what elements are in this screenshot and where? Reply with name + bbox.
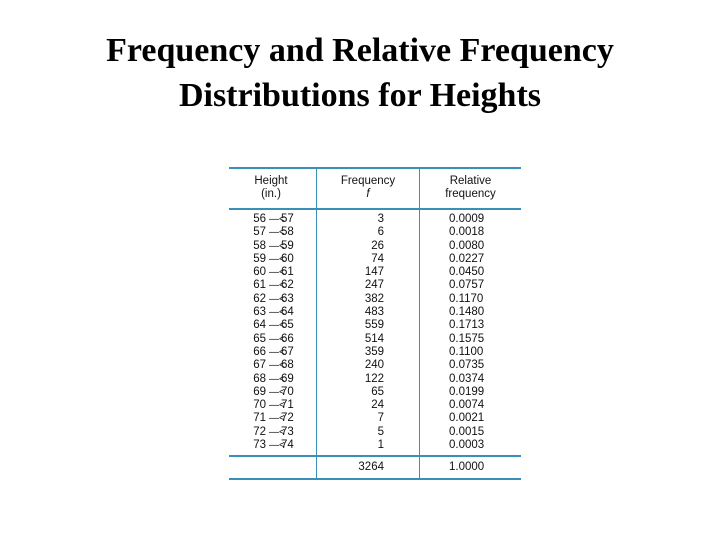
height-upper: 71: [281, 399, 294, 412]
relative-frequency-value: 0.0735: [449, 359, 485, 372]
relative-frequency-value: 0.0009: [449, 213, 485, 225]
title-line-1: Frequency and Relative Frequency: [106, 32, 614, 69]
height-upper: 74: [281, 439, 294, 452]
header-relative-frequency: [420, 175, 521, 201]
height-lower: 61: [253, 279, 266, 292]
height-upper: 70: [281, 385, 294, 398]
table-bottom-rule: [229, 478, 521, 480]
table-row: [229, 399, 521, 412]
height-upper: 68: [281, 359, 294, 372]
relative-frequency-value: 0.0757: [449, 279, 485, 292]
interval-symbol: —<: [269, 267, 285, 279]
total-relative-frequency: 1.0000: [449, 461, 485, 473]
interval-symbol: —<: [269, 440, 285, 452]
table-row: [229, 306, 521, 319]
interval-symbol: —<: [269, 227, 285, 239]
height-lower: 63: [253, 306, 266, 319]
relative-frequency-value: 0.0074: [449, 399, 485, 412]
relative-frequency-value: 0.0021: [449, 412, 485, 425]
frequency-value: 147: [364, 266, 384, 279]
table-row: [229, 333, 521, 346]
frequency-value: 3: [377, 213, 384, 225]
frequency-value: 240: [364, 359, 384, 372]
header-height: [239, 175, 303, 201]
height-lower: 71: [253, 412, 266, 425]
interval-symbol: —<: [269, 360, 285, 372]
frequency-value: 7: [377, 412, 384, 425]
table-row: [229, 319, 521, 332]
relative-frequency-value: 0.1100: [449, 345, 484, 358]
frequency-value: 6: [377, 226, 384, 239]
table-row: [229, 412, 521, 425]
relative-frequency-value: 0.0080: [449, 239, 485, 252]
table-row: [229, 386, 521, 399]
height-upper: 73: [281, 425, 294, 438]
height-upper: 61: [281, 266, 294, 279]
frequency-value: 247: [364, 279, 384, 292]
frequency-value: 1: [377, 439, 384, 452]
height-lower: 57: [253, 226, 266, 239]
height-lower: 73: [253, 439, 266, 452]
height-lower: 72: [253, 425, 266, 438]
interval-symbol: —<: [269, 307, 285, 319]
frequency-table: [229, 167, 521, 481]
total-frequency: 3264: [358, 461, 384, 473]
interval-symbol: —<: [269, 240, 285, 252]
relative-frequency-value: 0.0003: [449, 439, 485, 452]
slide-title: [0, 28, 720, 118]
interval-symbol: —<: [269, 253, 285, 265]
table-header-rule: [229, 208, 521, 210]
interval-symbol: —<: [269, 280, 285, 292]
interval-symbol: —<: [269, 214, 285, 225]
header-height-unit: (in.): [261, 188, 281, 200]
header-frequency-label: Frequency: [340, 175, 396, 187]
table-row: [229, 253, 521, 266]
frequency-value: 65: [371, 385, 384, 398]
table-row: [229, 226, 521, 239]
height-lower: 56: [253, 213, 266, 225]
interval-symbol: —<: [269, 333, 285, 345]
height-upper: 72: [281, 412, 294, 425]
table-row: [229, 240, 521, 253]
frequency-value: 382: [364, 292, 384, 305]
table-row: [229, 426, 521, 439]
height-lower: 58: [253, 239, 266, 252]
interval-symbol: —<: [269, 413, 285, 425]
height-upper: 65: [281, 319, 294, 332]
height-upper: 60: [281, 252, 294, 265]
table-row: [229, 373, 521, 386]
interval-symbol: —<: [269, 346, 285, 358]
header-relative-label-1: Relative: [449, 175, 492, 187]
relative-frequency-value: 0.0018: [449, 226, 485, 239]
header-relative-label-2: frequency: [445, 188, 496, 200]
height-lower: 62: [253, 292, 266, 305]
height-lower: 68: [253, 372, 266, 385]
table-top-rule: [229, 167, 521, 169]
table-body: [229, 213, 521, 452]
table-row: [229, 279, 521, 292]
height-upper: 69: [281, 372, 294, 385]
table-row: [229, 266, 521, 279]
frequency-value: 122: [364, 372, 384, 385]
header-frequency: [317, 175, 419, 201]
frequency-value: 359: [364, 345, 384, 358]
height-lower: 65: [253, 332, 266, 345]
interval-symbol: —<: [269, 293, 285, 305]
height-lower: 60: [253, 266, 266, 279]
table-row: [229, 439, 521, 452]
height-lower: 69: [253, 385, 266, 398]
relative-frequency-value: 0.1713: [449, 319, 485, 332]
title-line-2: Distributions for Heights: [178, 77, 542, 114]
frequency-value: 5: [377, 425, 384, 438]
height-lower: 64: [253, 319, 266, 332]
height-lower: 67: [253, 359, 266, 372]
relative-frequency-value: 0.0015: [449, 425, 485, 438]
height-upper: 63: [281, 292, 294, 305]
relative-frequency-value: 0.1575: [449, 332, 485, 345]
table-row: [229, 213, 521, 226]
relative-frequency-value: 0.0199: [449, 385, 485, 398]
header-frequency-symbol: f: [366, 188, 370, 200]
height-lower: 66: [253, 345, 266, 358]
frequency-value: 514: [364, 332, 384, 345]
frequency-value: 74: [371, 252, 384, 265]
relative-frequency-value: 0.0374: [449, 372, 485, 385]
height-upper: 64: [281, 306, 294, 319]
frequency-value: 483: [364, 306, 384, 319]
interval-symbol: —<: [269, 386, 285, 398]
interval-symbol: —<: [269, 373, 285, 385]
height-upper: 66: [281, 332, 294, 345]
height-lower: 70: [253, 399, 266, 412]
relative-frequency-value: 0.0450: [449, 266, 485, 279]
table-row: [229, 359, 521, 372]
table-row: [229, 346, 521, 359]
height-upper: 57: [281, 213, 294, 225]
relative-frequency-value: 0.1170: [449, 292, 484, 305]
table-row: [229, 293, 521, 306]
relative-frequency-value: 0.1480: [449, 306, 485, 319]
frequency-value: 26: [371, 239, 384, 252]
interval-symbol: —<: [269, 426, 285, 438]
height-upper: 59: [281, 239, 294, 252]
interval-symbol: —<: [269, 400, 285, 412]
interval-symbol: —<: [269, 320, 285, 332]
frequency-value: 559: [364, 319, 384, 332]
header-height-label: Height: [254, 175, 288, 187]
relative-frequency-value: 0.0227: [449, 252, 485, 265]
height-upper: 58: [281, 226, 294, 239]
frequency-value: 24: [371, 399, 384, 412]
table-total-rule: [229, 455, 521, 457]
height-upper: 67: [281, 345, 294, 358]
height-lower: 59: [253, 252, 266, 265]
height-upper: 62: [281, 279, 294, 292]
